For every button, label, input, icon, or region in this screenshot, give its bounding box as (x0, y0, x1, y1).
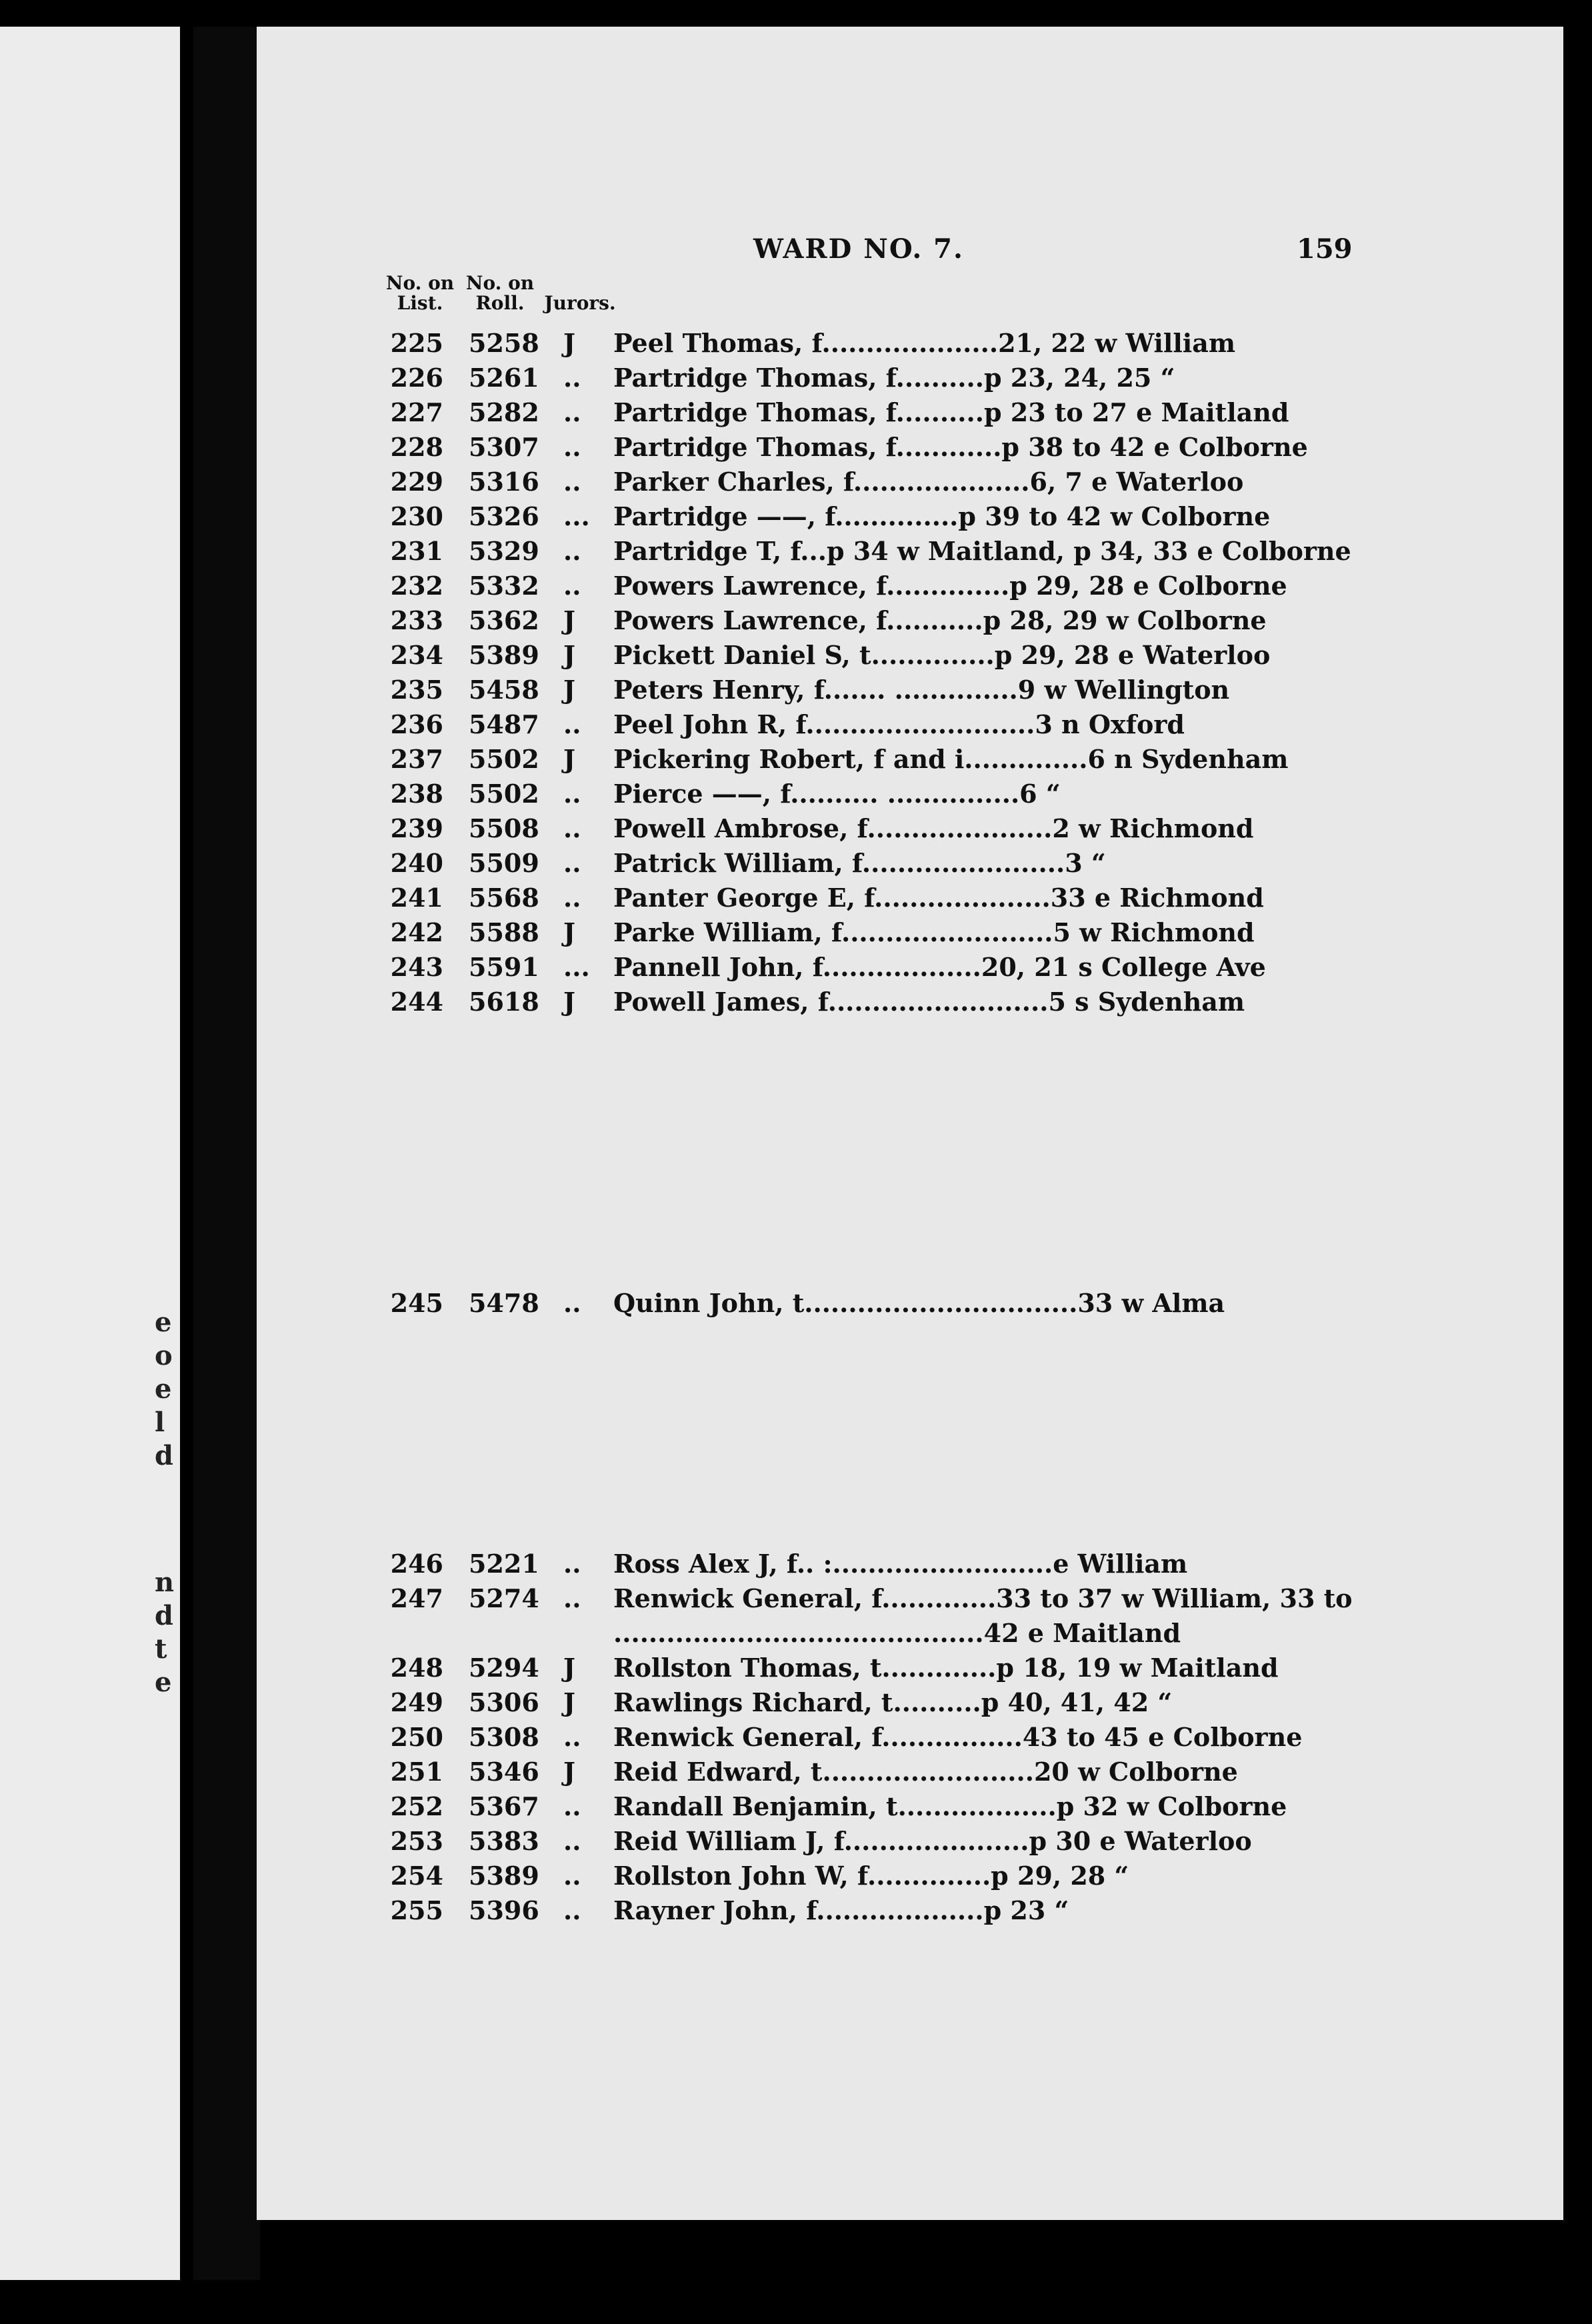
juror-mark: ... (563, 501, 590, 531)
juror-mark: .. (563, 1722, 581, 1752)
list-item (257, 744, 1563, 779)
list-item (257, 1895, 1563, 1930)
entry-text: Partridge Thomas, f..........p 23, 24, 25 “ (613, 363, 1175, 393)
list-number: 229 (390, 467, 443, 497)
roll-number: 5221 (469, 1549, 539, 1579)
roll-number: 5258 (469, 328, 539, 358)
column-header-list (383, 273, 457, 313)
juror-mark: .. (563, 536, 581, 566)
left-page-edge (0, 27, 180, 2280)
list-item (257, 467, 1563, 501)
juror-mark: .. (563, 779, 581, 809)
list-number: 247 (390, 1583, 443, 1613)
list-number: 249 (390, 1687, 443, 1717)
roll-number: 5282 (469, 397, 539, 427)
juror-mark: J (563, 1687, 575, 1717)
column-header-roll-line1: No. on (465, 272, 535, 294)
list-number: 225 (390, 328, 443, 358)
list-item (257, 536, 1563, 571)
juror-mark: .. (563, 1583, 581, 1613)
roll-number: 5308 (469, 1722, 539, 1752)
list-number: 240 (390, 848, 443, 878)
list-item (257, 1549, 1563, 1583)
roll-number: 5307 (469, 432, 539, 462)
list-item (257, 571, 1563, 605)
list-item (257, 813, 1563, 848)
entry-text: Reid Edward, t........................20 w Colborne (613, 1757, 1238, 1787)
entry-text: Renwick General, f.............33 to 37 w William, 33 to (613, 1583, 1353, 1613)
entry-text: Renwick General, f................43 to 45 e Colborne (613, 1722, 1303, 1752)
entry-text: Pickett Daniel S, t..............p 29, 28 e Waterloo (613, 640, 1271, 670)
book-binding (193, 27, 260, 2280)
entry-text: Partridge Thomas, f............p 38 to 42 e Colborne (613, 432, 1308, 462)
list-item (257, 987, 1563, 1021)
entry-text: Rollston John W, f..............p 29, 28 “ (613, 1861, 1129, 1891)
list-number: 230 (390, 501, 443, 531)
column-header-list-line1: No. on (385, 272, 455, 294)
column-header-jurors-label: Jurors. (544, 292, 616, 314)
juror-mark: .. (563, 363, 581, 393)
entry-text: Peters Henry, f....... ..............9 w Wellington (613, 675, 1230, 705)
roll-number: 5458 (469, 675, 539, 705)
roll-number: 5568 (469, 883, 539, 913)
page-title: WARD NO. 7. (753, 233, 964, 265)
roll-number: 5346 (469, 1757, 539, 1787)
entry-text: Parker Charles, f....................6, 7 e Waterloo (613, 467, 1244, 497)
entry-text: Powell Ambrose, f.....................2 w Richmond (613, 813, 1254, 843)
list-item (257, 432, 1563, 467)
column-header-list-line2: List. (397, 292, 443, 314)
entry-text: Peel Thomas, f....................21, 22 w William (613, 328, 1236, 358)
entry-text: Powell James, f.........................5 s Sydenham (613, 987, 1245, 1017)
juror-mark: J (563, 1757, 575, 1787)
entry-text: Parke William, f........................5 w Richmond (613, 917, 1255, 947)
list-number: 239 (390, 813, 443, 843)
roll-number: 5389 (469, 640, 539, 670)
roll-number: 5502 (469, 779, 539, 809)
list-item (257, 328, 1563, 363)
left-page-fragment: e (155, 1307, 172, 1338)
left-page-fragment: e (155, 1373, 172, 1405)
entry-text: Randall Benjamin, t..................p 32 w Colborne (613, 1791, 1287, 1821)
juror-mark: .. (563, 397, 581, 427)
juror-mark: J (563, 605, 575, 635)
list-item (257, 605, 1563, 640)
list-number: 254 (390, 1861, 443, 1891)
list-number: 236 (390, 709, 443, 739)
list-item (257, 1583, 1563, 1618)
list-item (257, 1861, 1563, 1895)
list-number: 238 (390, 779, 443, 809)
entry-text: Powers Lawrence, f...........p 28, 29 w Colborne (613, 605, 1267, 635)
juror-mark: .. (563, 1895, 581, 1925)
left-page-fragment: d (155, 1600, 173, 1631)
roll-number: 5487 (469, 709, 539, 739)
list-number: 231 (390, 536, 443, 566)
list-number: 233 (390, 605, 443, 635)
entry-text: Partridge ——, f..............p 39 to 42 w Colborne (613, 501, 1271, 531)
juror-mark: J (563, 1653, 575, 1683)
list-item (257, 1288, 1563, 1323)
list-number: 255 (390, 1895, 443, 1925)
roll-number: 5294 (469, 1653, 539, 1683)
list-item (257, 1687, 1563, 1722)
list-item (257, 917, 1563, 952)
roll-number: 5508 (469, 813, 539, 843)
list-number: 234 (390, 640, 443, 670)
entry-text: Partridge Thomas, f..........p 23 to 27 e Maitland (613, 397, 1289, 427)
document-page (257, 27, 1563, 2220)
left-page-fragment: o (155, 1340, 173, 1371)
roll-number: 5396 (469, 1895, 539, 1925)
juror-mark: .. (563, 1549, 581, 1579)
list-number: 232 (390, 571, 443, 601)
list-item (257, 397, 1563, 432)
list-number: 245 (390, 1288, 443, 1318)
list-number: 235 (390, 675, 443, 705)
list-item (257, 1791, 1563, 1826)
juror-mark: .. (563, 883, 581, 913)
page-header (257, 233, 1563, 273)
entry-text: ..........................................42 e Maitland (613, 1618, 1181, 1648)
roll-number: 5316 (469, 467, 539, 497)
list-number: 252 (390, 1791, 443, 1821)
juror-mark: ... (563, 952, 590, 982)
entry-text: Peel John R, f..........................3 n Oxford (613, 709, 1185, 739)
entry-text: Quinn John, t...............................33 w Alma (613, 1288, 1225, 1318)
list-number: 251 (390, 1757, 443, 1787)
roll-number: 5502 (469, 744, 539, 774)
roll-number: 5261 (469, 363, 539, 393)
entry-text: Powers Lawrence, f..............p 29, 28 e Colborne (613, 571, 1287, 601)
left-page-fragment: e (155, 1667, 172, 1698)
juror-mark: J (563, 640, 575, 670)
list-item (257, 640, 1563, 675)
roll-number: 5383 (469, 1826, 539, 1856)
juror-mark: J (563, 987, 575, 1017)
juror-mark: .. (563, 709, 581, 739)
left-page-fragment: d (155, 1440, 173, 1471)
roll-number: 5478 (469, 1288, 539, 1318)
juror-mark: J (563, 675, 575, 705)
roll-number: 5306 (469, 1687, 539, 1717)
roll-number: 5591 (469, 952, 539, 982)
list-item (257, 1826, 1563, 1861)
entry-text: Patrick William, f.......................3 “ (613, 848, 1106, 878)
list-number: 237 (390, 744, 443, 774)
juror-mark: J (563, 328, 575, 358)
list-number: 228 (390, 432, 443, 462)
entry-text: Reid William J, f.....................p 30 e Waterloo (613, 1826, 1252, 1856)
roll-number: 5326 (469, 501, 539, 531)
list-item (257, 363, 1563, 397)
roll-number: 5367 (469, 1791, 539, 1821)
list-item (257, 1757, 1563, 1791)
entry-text: Pannell John, f..................20, 21 s College Ave (613, 952, 1266, 982)
roll-number: 5332 (469, 571, 539, 601)
list-number: 244 (390, 987, 443, 1017)
roll-number: 5618 (469, 987, 539, 1017)
roll-number: 5329 (469, 536, 539, 566)
list-number: 227 (390, 397, 443, 427)
list-item (257, 952, 1563, 987)
list-item (257, 1653, 1563, 1687)
list-item (257, 883, 1563, 917)
juror-mark: .. (563, 813, 581, 843)
juror-mark: .. (563, 467, 581, 497)
list-number: 253 (390, 1826, 443, 1856)
column-header-roll (463, 273, 537, 313)
juror-mark: .. (563, 848, 581, 878)
list-item (257, 1618, 1563, 1653)
roll-number: 5274 (469, 1583, 539, 1613)
list-number: 226 (390, 363, 443, 393)
entry-text: Rollston Thomas, t.............p 18, 19 w Maitland (613, 1653, 1279, 1683)
list-number: 242 (390, 917, 443, 947)
list-item (257, 709, 1563, 744)
juror-mark: .. (563, 1826, 581, 1856)
list-number: 246 (390, 1549, 443, 1579)
list-number: 243 (390, 952, 443, 982)
column-header-jurors (543, 293, 617, 313)
list-item (257, 1722, 1563, 1757)
juror-mark: .. (563, 571, 581, 601)
juror-mark: J (563, 917, 575, 947)
juror-mark: .. (563, 1791, 581, 1821)
entry-text: Pickering Robert, f and i..............6 n Sydenham (613, 744, 1289, 774)
roll-number: 5389 (469, 1861, 539, 1891)
page-number: 159 (1297, 233, 1353, 265)
left-page-fragment: t (155, 1633, 167, 1665)
juror-mark: J (563, 744, 575, 774)
list-item (257, 848, 1563, 883)
list-number: 248 (390, 1653, 443, 1683)
list-number: 250 (390, 1722, 443, 1752)
column-header-roll-line2: Roll. (475, 292, 525, 314)
juror-mark: .. (563, 1861, 581, 1891)
entry-text: Rawlings Richard, t..........p 40, 41, 42 “ (613, 1687, 1173, 1717)
list-item (257, 779, 1563, 813)
entry-text: Partridge T, f...p 34 w Maitland, p 34, 33 e Colborne (613, 536, 1351, 566)
left-page-fragment: n (155, 1567, 175, 1598)
roll-number: 5362 (469, 605, 539, 635)
roll-number: 5509 (469, 848, 539, 878)
juror-mark: .. (563, 432, 581, 462)
roll-number: 5588 (469, 917, 539, 947)
entry-text: Ross Alex J, f.. :.........................e William (613, 1549, 1188, 1579)
entry-text: Rayner John, f...................p 23 “ (613, 1895, 1069, 1925)
left-page-fragment: l (155, 1407, 165, 1438)
list-item (257, 675, 1563, 709)
juror-mark: .. (563, 1288, 581, 1318)
list-item (257, 501, 1563, 536)
entry-text: Panter George E, f....................33 e Richmond (613, 883, 1264, 913)
list-number: 241 (390, 883, 443, 913)
entry-text: Pierce ——, f.......... ...............6 “ (613, 779, 1061, 809)
